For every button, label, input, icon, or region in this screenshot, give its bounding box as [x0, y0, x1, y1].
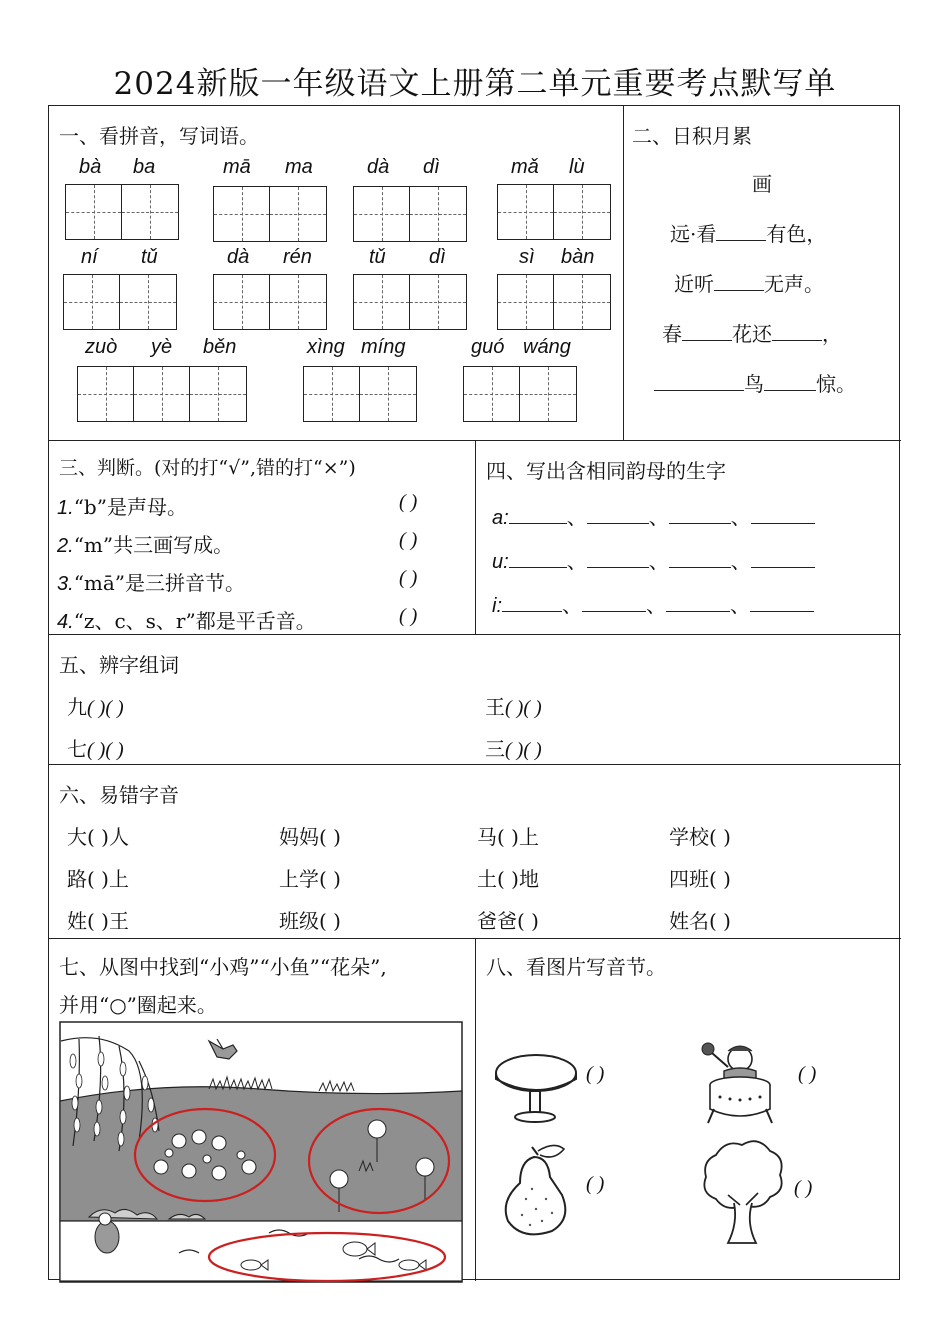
fill-blank[interactable]: [750, 593, 814, 612]
answer-paren[interactable]: ( ): [798, 1063, 817, 1085]
section-picture-pinyin: [476, 939, 901, 1281]
pinyin-label: lù: [569, 156, 585, 178]
answer-paren[interactable]: ( )( ): [505, 739, 542, 761]
fill-blank[interactable]: [509, 505, 567, 524]
pinyin-label: zuò: [85, 336, 118, 358]
poem-line: 近听 无声。: [674, 272, 824, 296]
section-poem: [624, 106, 901, 441]
pinyin-label: bàn: [561, 246, 595, 268]
pron-item[interactable]: 班级( ): [279, 909, 341, 933]
fill-blank[interactable]: [509, 549, 567, 568]
fill-blank[interactable]: [751, 505, 815, 524]
pinyin-label: dà: [227, 246, 250, 268]
fill-blank[interactable]: [669, 549, 731, 568]
pinyin-label: tǔ: [141, 246, 158, 268]
fill-blank[interactable]: [682, 322, 732, 341]
judge-question: 2.“m”共三画写成。: [57, 533, 234, 557]
vowel-row: u: 、 、 、: [492, 545, 815, 574]
pron-item[interactable]: 四班( ): [669, 867, 731, 891]
writing-grid[interactable]: [77, 366, 247, 422]
fill-blank[interactable]: [716, 222, 766, 241]
pron-item[interactable]: 学校( ): [669, 825, 731, 849]
section-distinguish-chars: [49, 635, 901, 765]
section-5-heading: 五、辨字组词: [59, 653, 179, 677]
table-icon: [492, 1051, 584, 1125]
section-7-heading-line2: 并用“○”圈起来。: [59, 993, 217, 1017]
pinyin-label: dì: [423, 156, 440, 178]
fill-blank[interactable]: [772, 322, 822, 341]
pron-item[interactable]: 上学( ): [279, 867, 341, 891]
section-7-heading: 七、从图中找到“小鸡”“小鱼”“花朵”,: [59, 955, 387, 979]
writing-grid[interactable]: [463, 366, 577, 422]
pinyin-label: xìng: [307, 336, 345, 358]
answer-paren[interactable]: ( )( ): [87, 697, 124, 719]
writing-grid[interactable]: [213, 274, 327, 330]
char-item: 九( )( ): [67, 695, 124, 719]
judge-question: 3.“mā”是三拼音节。: [57, 571, 246, 595]
writing-grid[interactable]: [65, 184, 179, 240]
answer-paren[interactable]: ( ): [586, 1173, 605, 1195]
section-4-heading: 四、写出含相同韵母的生字: [486, 459, 726, 483]
writing-grid[interactable]: [497, 184, 611, 240]
section-judge: [49, 441, 476, 635]
judge-question: 1.“b”是声母。: [57, 495, 187, 519]
section-same-vowel: [476, 441, 901, 635]
scene-illustration[interactable]: [59, 1021, 463, 1283]
fill-blank[interactable]: [764, 372, 816, 391]
pinyin-label: mā: [223, 156, 251, 178]
poem-line: 鸟 惊。: [654, 368, 856, 397]
char-item: 王( )( ): [485, 695, 542, 719]
pron-item[interactable]: 大( )人: [67, 825, 129, 849]
pron-item[interactable]: 马( )上: [477, 825, 539, 849]
section-pinyin-words: [49, 106, 624, 441]
pear-icon: [496, 1139, 576, 1239]
pron-item[interactable]: 姓( )王: [67, 909, 129, 933]
pinyin-label: yè: [151, 336, 173, 358]
pron-item[interactable]: 路( )上: [67, 867, 129, 891]
pinyin-label: ba: [133, 156, 156, 178]
answer-paren[interactable]: ( ): [399, 491, 418, 513]
section-8-heading: 八、看图片写音节。: [486, 955, 666, 979]
worksheet: [48, 105, 900, 1280]
answer-paren[interactable]: ( ): [399, 529, 418, 551]
char-item: 七( )( ): [67, 737, 124, 761]
pron-item[interactable]: 姓名( ): [669, 909, 731, 933]
writing-grid[interactable]: [353, 186, 467, 242]
poem-title: 画: [752, 172, 772, 196]
char-item: 三( )( ): [485, 737, 542, 761]
fill-blank[interactable]: [714, 272, 764, 291]
fill-blank[interactable]: [751, 549, 815, 568]
fill-blank[interactable]: [669, 505, 731, 524]
pinyin-label: rén: [283, 246, 312, 268]
section-3-heading: 三、判断。(对的打“√”,错的打“×”): [59, 457, 356, 479]
tree-icon: [696, 1135, 788, 1247]
pron-item[interactable]: 妈妈( ): [279, 825, 341, 849]
judge-question: 4.“z、c、s、r”都是平舌音。: [57, 609, 316, 633]
writing-grid[interactable]: [303, 366, 417, 422]
pron-item[interactable]: 爸爸( ): [477, 909, 539, 933]
page-title: 2024新版一年级语文上册第二单元重要考点默写单: [113, 66, 837, 102]
fill-blank[interactable]: [666, 593, 730, 612]
drummer-icon: [698, 1039, 782, 1131]
pinyin-label: dì: [429, 246, 446, 268]
answer-paren[interactable]: ( ): [399, 605, 418, 627]
answer-paren[interactable]: ( ): [399, 567, 418, 589]
section-2-heading: 二、日积月累: [632, 124, 752, 148]
pron-item[interactable]: 土( )地: [477, 867, 539, 891]
fill-blank[interactable]: [587, 549, 649, 568]
pinyin-label: wáng: [523, 336, 571, 358]
answer-paren[interactable]: ( ): [586, 1063, 605, 1085]
poem-line: 春 花还 ，: [662, 322, 842, 346]
pinyin-label: mǎ: [511, 156, 539, 178]
pinyin-label: dà: [367, 156, 390, 178]
section-1-heading: 一、看拼音，写词语。: [59, 124, 259, 148]
pinyin-label: ma: [285, 156, 313, 178]
pinyin-label: ní: [81, 246, 98, 268]
pinyin-label: tǔ: [369, 246, 386, 268]
section-find-in-picture: [49, 939, 476, 1281]
answer-paren[interactable]: ( )( ): [87, 739, 124, 761]
answer-paren[interactable]: ( )( ): [505, 697, 542, 719]
pinyin-label: míng: [361, 336, 406, 358]
vowel-row: a: 、 、 、: [492, 501, 815, 530]
writing-grid[interactable]: [63, 274, 177, 330]
section-6-heading: 六、易错字音: [59, 783, 179, 807]
section-tricky-pronunciation: [49, 765, 901, 939]
fill-blank[interactable]: [654, 372, 744, 391]
fill-blank[interactable]: [582, 593, 646, 612]
pinyin-label: běn: [203, 336, 237, 358]
vowel-row: i: 、 、 、: [492, 589, 814, 618]
pinyin-label: guó: [471, 336, 505, 358]
answer-paren[interactable]: ( ): [794, 1177, 813, 1199]
writing-grid[interactable]: [353, 274, 467, 330]
poem-line: 远·看 有色，: [670, 222, 827, 246]
writing-grid[interactable]: [213, 186, 327, 242]
fill-blank[interactable]: [502, 593, 562, 612]
pinyin-label: sì: [519, 246, 535, 268]
fill-blank[interactable]: [587, 505, 649, 524]
writing-grid[interactable]: [497, 274, 611, 330]
pinyin-label: bà: [79, 156, 102, 178]
